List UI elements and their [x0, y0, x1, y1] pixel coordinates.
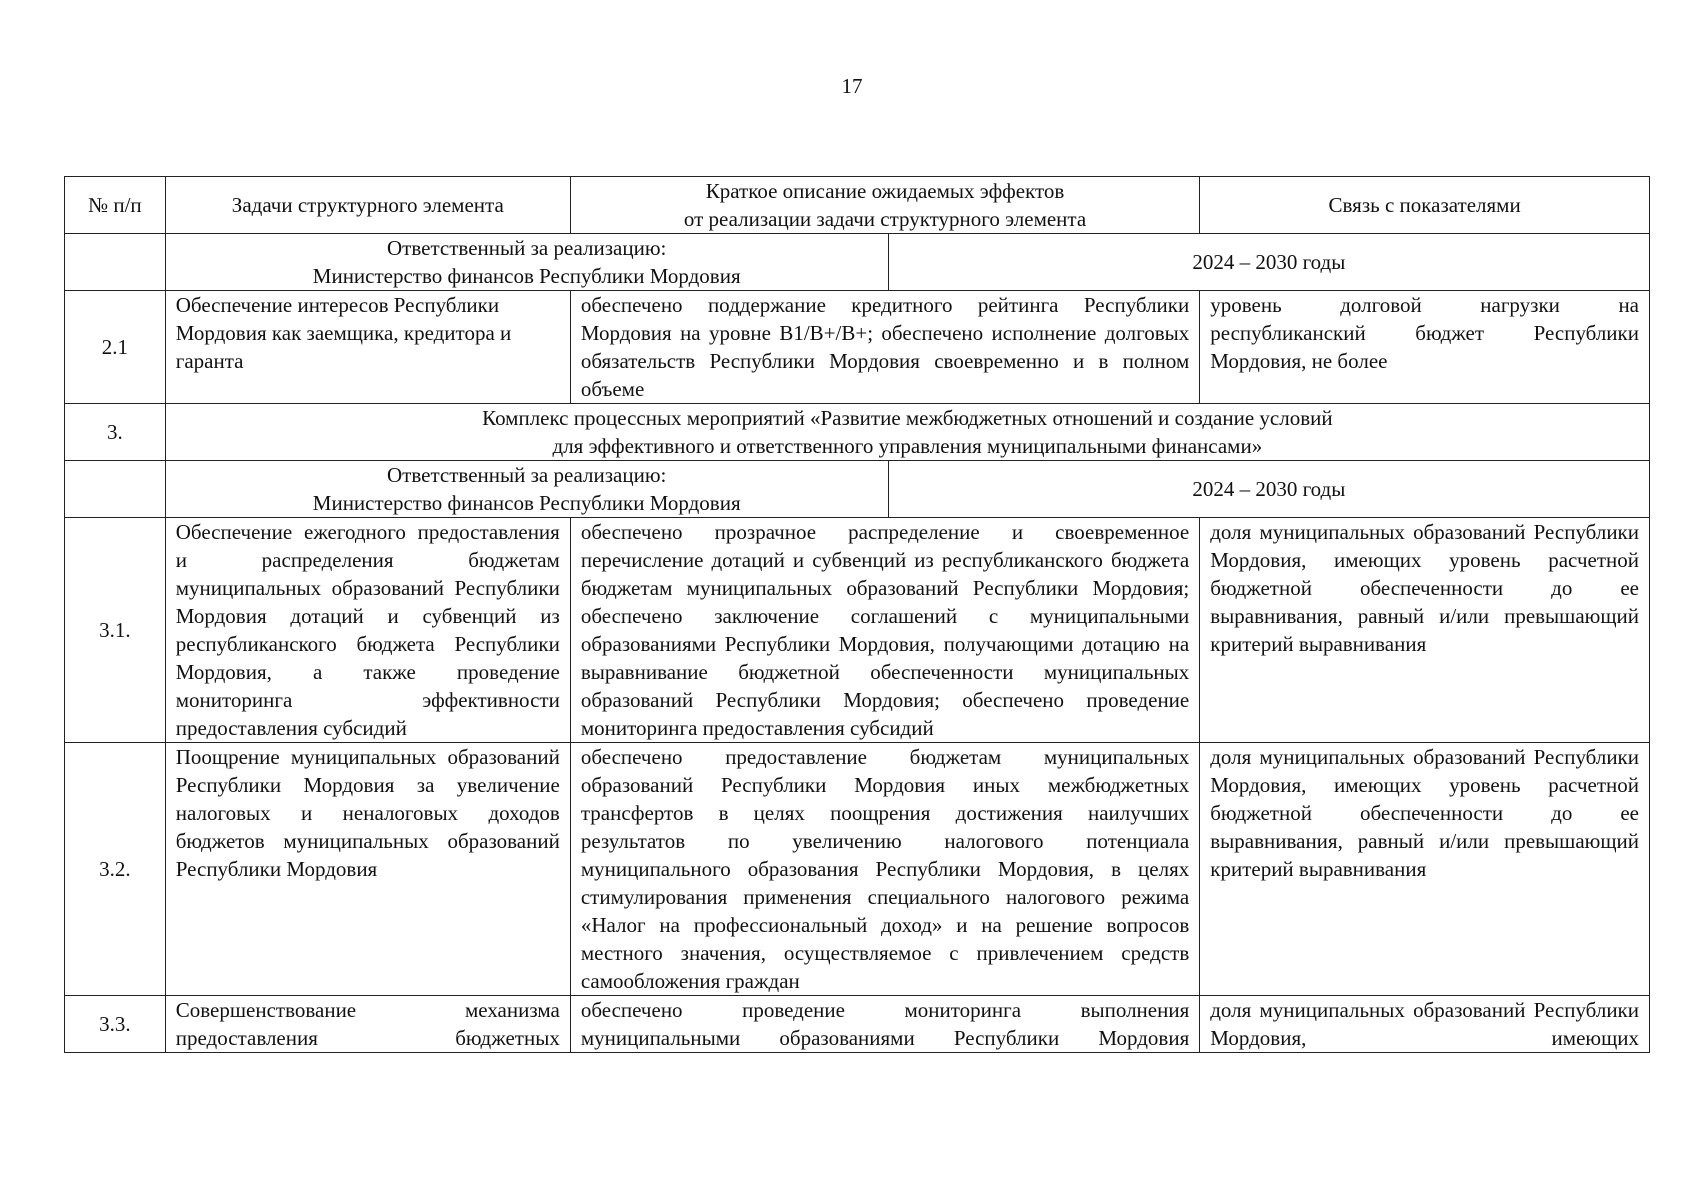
task-cell: Обеспечение ежегодного предоставления и распределения бюджетам муниципальных образований Республики Мордовия дотаций и субвенций из республиканского бюджета Республики Мордовия, а также проведение мониторинга эффективности предоставления субсидий — [165, 518, 570, 743]
table-row-3-1 — [65, 518, 1650, 743]
responsible-label: Ответственный за реализацию: — [387, 463, 667, 487]
section-title-line-2: для эффективного и ответственного управления муниципальными финансами» — [552, 434, 1263, 458]
table-row-3-2 — [65, 743, 1650, 996]
responsible-label: Ответственный за реализацию: — [387, 236, 667, 260]
row-number: 3.1. — [65, 518, 166, 743]
header-number: № п/п — [65, 177, 166, 234]
page-number: 17 — [841, 74, 863, 98]
table-header-row — [65, 177, 1650, 234]
period-cell-1: 2024 – 2030 годы — [888, 234, 1649, 291]
indicator-link-cell: уровень долговой нагрузки на республиканский бюджет Республики Мордовия, не более — [1200, 291, 1650, 404]
responsible-row-1-number — [65, 234, 166, 291]
section-title-line-1: Комплекс процессных мероприятий «Развитие межбюджетных отношений и создание условий — [482, 406, 1333, 430]
effect-cell: обеспечено поддержание кредитного рейтинга Республики Мордовия на уровне B1/B+/B+; обеспечено исполнение долговых обязательств Республики Мордовия своевременно и в полном объеме — [570, 291, 1199, 404]
section-number: 3. — [65, 404, 166, 461]
responsible-ministry: Министерство финансов Республики Мордовия — [312, 264, 741, 288]
row-number: 3.2. — [65, 743, 166, 996]
header-effects-line-2: от реализации задачи структурного элемента — [683, 207, 1087, 231]
task-cell: Совершенствование механизма предоставления бюджетных — [165, 996, 570, 1053]
effect-cell: обеспечено предоставление бюджетам муниципальных образований Республики Мордовия иных межбюджетных трансфертов в целях поощрения достижения наилучших результатов по увеличению налогового потенциала муниципального образования Республики Мордовия, в целях стимулирования применения специального налогового режима «Налог на профессиональный доход» и на решение вопросов местного значения, осуществляемое с привлечением средств самообложения граждан — [570, 743, 1199, 996]
responsible-ministry: Министерство финансов Республики Мордовия — [312, 491, 741, 515]
task-cell: Поощрение муниципальных образований Республики Мордовия за увеличение налоговых и неналоговых доходов бюджетов муниципальных образований Республики Мордовия — [165, 743, 570, 996]
section-title — [165, 404, 1649, 461]
header-effects — [570, 177, 1199, 234]
header-link: Связь с показателями — [1200, 177, 1650, 234]
responsible-cell-1 — [165, 234, 888, 291]
table-row-2-1 — [65, 291, 1650, 404]
table-row-3-3 — [65, 996, 1650, 1053]
header-tasks: Задачи структурного элемента — [165, 177, 570, 234]
indicator-link-cell: доля муниципальных образований Республики Мордовия, имеющих уровень расчетной бюджетной обеспеченности до ее выравнивания, равный и/или превышающий критерий выравнивания — [1200, 743, 1650, 996]
effect-cell: обеспечено проведение мониторинга выполнения муниципальными образованиями Республики Мордовия — [570, 996, 1199, 1053]
responsible-row-2 — [65, 461, 1650, 518]
responsible-row-2-number — [65, 461, 166, 518]
row-number: 3.3. — [65, 996, 166, 1053]
header-effects-line-1: Краткое описание ожидаемых эффектов — [705, 179, 1065, 203]
period-cell-2: 2024 – 2030 годы — [888, 461, 1649, 518]
effect-cell: обеспечено прозрачное распределение и своевременное перечисление дотаций и субвенций из республиканского бюджета бюджетам муниципальных образований Республики Мордовия; обеспечено заключение соглашений с муниципальными образованиями Республики Мордовия, получающими дотацию на выравнивание бюджетной обеспеченности муниципальных образований Республики Мордовия; обеспечено проведение мониторинга предоставления субсидий — [570, 518, 1199, 743]
indicator-link-cell: доля муниципальных образований Республики Мордовия, имеющих — [1200, 996, 1650, 1053]
responsible-row-1 — [65, 234, 1650, 291]
responsible-cell-2 — [165, 461, 888, 518]
row-number: 2.1 — [65, 291, 166, 404]
section-3-row — [65, 404, 1650, 461]
structural-element-tasks-table — [64, 176, 1650, 1053]
indicator-link-cell: доля муниципальных образований Республики Мордовия, имеющих уровень расчетной бюджетной обеспеченности до ее выравнивания, равный и/или превышающий критерий выравнивания — [1200, 518, 1650, 743]
task-cell: Обеспечение интересов Республики Мордовия как заемщика, кредитора и гаранта — [165, 291, 570, 404]
